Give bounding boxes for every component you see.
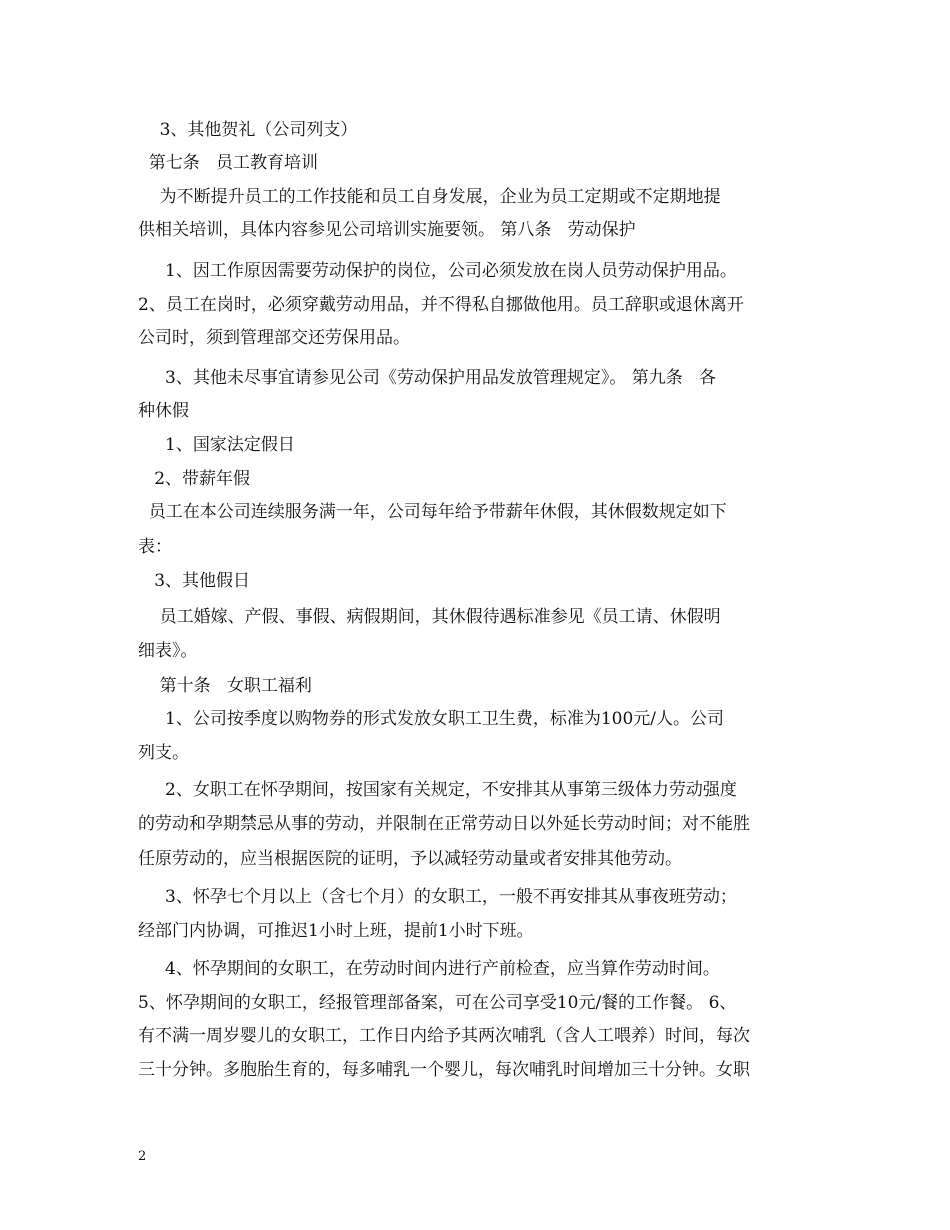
text-line: 5、怀孕期间的女职工，经报管理部备案，可在公司享受10元/餐的工作餐。 6、: [138, 993, 737, 1013]
text-line: 公司时，须到管理部交还劳保用品。: [138, 328, 410, 348]
text-line: 细表》。: [138, 641, 198, 661]
text-line: 1、公司按季度以购物券的形式发放女职工卫生费，标准为100元/人。公司: [138, 709, 725, 729]
text-line: 员工在本公司连续服务满一年，公司每年给予带薪年休假，其休假数规定如下: [138, 502, 727, 522]
text-line: 2、员工在岗时，必须穿戴劳动用品，并不得私自挪做他用。员工辞职或退休离开: [138, 295, 744, 315]
text-line: 3、其他假日: [138, 571, 251, 591]
text-line: 种休假: [138, 401, 189, 421]
text-line: 2、女职工在怀孕期间，按国家有关规定，不安排其从事第三级体力劳动强度: [138, 780, 737, 800]
section-heading-10: 第十条 女职工福利: [138, 676, 312, 696]
text-line: 经部门内协调，可推迟1小时上班，提前1小时下班。: [138, 921, 534, 941]
text-line: 供相关培训，具体内容参见公司培训实施要领。 第八条 劳动保护: [138, 220, 636, 240]
section-heading-7: 第七条 员工教育培训: [138, 153, 319, 173]
text-line: 3、怀孕七个月以上（含七个月）的女职工，一般不再安排其从事夜班劳动；: [138, 887, 737, 907]
text-line: 任原劳动的，应当根据医院的证明，予以减轻劳动量或者安排其他劳动。: [138, 849, 682, 869]
text-line: 1、国家法定假日: [138, 435, 295, 455]
text-line: 表：: [138, 537, 172, 557]
text-line: 有不满一周岁婴儿的女职工，工作日内给予其两次哺乳（含人工喂养）时间，每次: [138, 1026, 750, 1046]
text-line: 员工婚嫁、产假、事假、病假期间，其休假待遇标准参见《员工请、休假明: [138, 607, 721, 627]
text-line: 3、其他未尽事宜请参见公司《劳动保护用品发放管理规定》。 第九条 各: [138, 368, 716, 388]
text-line: 2、带薪年假: [138, 469, 251, 489]
page-number: 2: [138, 1149, 147, 1164]
text-line: 的劳动和孕期禁忌从事的劳动，并限制在正常劳动日以外延长劳动时间；对不能胜: [138, 814, 750, 834]
text-line: 3、其他贺礼（公司列支）: [138, 120, 358, 140]
text-line: 为不断提升员工的工作技能和员工自身发展，企业为员工定期或不定期地提: [138, 187, 721, 207]
text-line: 列支。: [138, 743, 189, 763]
text-line: 三十分钟。多胞胎生育的，每多哺乳一个婴儿，每次哺乳时间增加三十分钟。女职: [138, 1060, 750, 1080]
text-line: 1、因工作原因需要劳动保护的岗位，公司必须发放在岗人员劳动保护用品。: [138, 261, 737, 281]
text-line: 4、怀孕期间的女职工，在劳动时间内进行产前检查，应当算作劳动时间。: [138, 959, 720, 979]
